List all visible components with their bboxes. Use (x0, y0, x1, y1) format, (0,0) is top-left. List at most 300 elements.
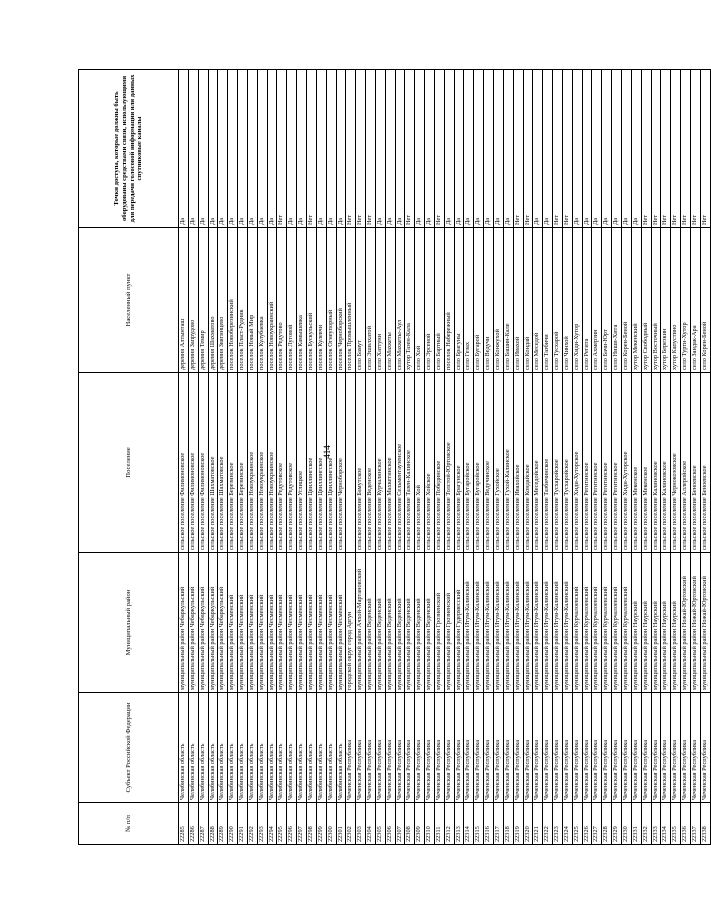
cell-flag: Нет (690, 70, 700, 228)
table-row (385, 70, 395, 845)
cell-number: 22305 (375, 803, 385, 845)
header-settlement: Поселение (79, 373, 179, 553)
cell-district: муниципальный район Веденский (395, 553, 405, 693)
cell-locality: хутор Свободный (641, 228, 651, 373)
cell-subject: Чеченская Республика (523, 693, 533, 803)
cell-settlement: сельское поселение Мекенское (641, 373, 651, 553)
header-district: Муниципальный район (79, 553, 179, 693)
table-row (543, 70, 553, 845)
cell-number: 22312 (444, 803, 454, 845)
cell-subject: Чеченская Республика (690, 693, 700, 803)
cell-subject: Чеченская Республика (385, 693, 395, 803)
cell-flag: Да (484, 70, 494, 228)
cell-flag: Нет (661, 70, 671, 228)
table-row (651, 70, 661, 845)
cell-flag: Да (267, 70, 277, 228)
cell-number: 22327 (592, 803, 602, 845)
header-locality: Населенный пункт (79, 228, 179, 373)
table-row (238, 70, 248, 845)
cell-flag: Да (415, 70, 425, 228)
cell-flag: Да (474, 70, 484, 228)
table-row (621, 70, 631, 845)
cell-settlement: сельское поселение Черноборское (336, 373, 346, 553)
cell-locality: поселок Промышленный (346, 228, 356, 373)
cell-settlement: сельское поселение Филимоновское (179, 373, 189, 553)
cell-settlement: сельское поселение Ведучинское (484, 373, 494, 553)
cell-locality: село Ахмерзин (592, 228, 602, 373)
cell-settlement: сельское поселение Толстой-Юртовское (444, 373, 454, 553)
cell-district: муниципальный район Чесменский (306, 553, 316, 693)
header-row (79, 70, 179, 845)
cell-settlement: сельское поселение Беноевское (700, 373, 710, 553)
cell-subject: Челябинская область (247, 693, 257, 803)
cell-subject: Чеченская Республика (405, 693, 415, 803)
cell-subject: Чеченская Республика (375, 693, 385, 803)
cell-subject: Чеченская Республика (681, 693, 691, 803)
cell-locality: поселок Кулевчи (316, 228, 326, 373)
table-row (454, 70, 464, 845)
cell-number: 22333 (651, 803, 661, 845)
cell-locality: деревня Звягинцево (218, 228, 228, 373)
cell-subject: Чеченская Республика (582, 693, 592, 803)
cell-subject: Чеченская Республика (474, 693, 484, 803)
cell-settlement: сельское поселение Березинское (238, 373, 248, 553)
cell-district: муниципальный район Курчалоевский (582, 553, 592, 693)
cell-district: муниципальный район Итум-Калинский (494, 553, 504, 693)
table-row (494, 70, 504, 845)
table-row (562, 70, 572, 845)
cell-number: 22295 (277, 803, 287, 845)
table-header (79, 70, 179, 845)
cell-number: 22331 (631, 803, 641, 845)
cell-district: муниципальный район Чесменский (267, 553, 277, 693)
cell-subject: Челябинская область (267, 693, 277, 803)
cell-settlement: сельское поселение Побединское (434, 373, 444, 553)
cell-number: 22324 (562, 803, 572, 845)
cell-number: 22293 (257, 803, 267, 845)
cell-flag: Да (218, 70, 228, 228)
cell-number: 22306 (385, 803, 395, 845)
cell-district: муниципальный район Веденский (415, 553, 425, 693)
table-row (375, 70, 385, 845)
table-row (306, 70, 316, 845)
cell-subject: Чеченская Республика (513, 693, 523, 803)
cell-number: 22290 (228, 803, 238, 845)
cell-number: 22321 (533, 803, 543, 845)
cell-subject: Чеченская Республика (602, 693, 612, 803)
cell-locality: поселок Новоукраинский (267, 228, 277, 373)
cell-district: муниципальный район Чебаркульский (179, 553, 189, 693)
cell-subject: Челябинская область (326, 693, 336, 803)
cell-number: 22289 (218, 803, 228, 845)
cell-subject: Челябинская область (208, 693, 218, 803)
table-row (405, 70, 415, 845)
cell-settlement: сельское поселение Беноевское (690, 373, 700, 553)
cell-district: муниципальный район Чесменский (326, 553, 336, 693)
cell-district: муниципальный район Итум-Калинский (533, 553, 543, 693)
cell-number: 22337 (690, 803, 700, 845)
cell-subject: Чеченская Республика (661, 693, 671, 803)
cell-flag: Нет (671, 70, 681, 228)
cell-settlement: сельское поселение Тусхаройское (562, 373, 572, 553)
cell-flag: Да (395, 70, 405, 228)
cell-flag: Да (287, 70, 297, 228)
table-row (228, 70, 238, 845)
cell-subject: Челябинская область (316, 693, 326, 803)
cell-flag: Да (543, 70, 553, 228)
cell-flag: Нет (523, 70, 533, 228)
cell-flag: Нет (346, 70, 356, 228)
cell-settlement: сельское поселение Филимоновское (188, 373, 198, 553)
cell-locality: село Брагуны (454, 228, 464, 373)
cell-flag: Да (612, 70, 622, 228)
cell-number: 22291 (238, 803, 248, 845)
cell-settlement: сельское поселение Хой (415, 373, 425, 553)
cell-settlement: сельское поселение Курчалинское (375, 373, 385, 553)
cell-settlement: сельское поселение Редутовское (277, 373, 287, 553)
cell-flag: Да (425, 70, 435, 228)
cell-subject: Челябинская область (336, 693, 346, 803)
cell-district: муниципальный район Курчалоевский (592, 553, 602, 693)
header-subject: Субъект Российской Федерации (79, 693, 179, 803)
cell-settlement: сельское поселение Чернокозовское (671, 373, 681, 553)
cell-flag: Нет (562, 70, 572, 228)
cell-district: муниципальный район Итум-Калинский (513, 553, 523, 693)
cell-locality: хутор Березкин (661, 228, 671, 373)
cell-flag: Да (247, 70, 257, 228)
cell-subject: Челябинская область (306, 693, 316, 803)
table-row (316, 70, 326, 845)
table-row (612, 70, 622, 845)
cell-flag: Да (621, 70, 631, 228)
cell-flag: Да (602, 70, 612, 228)
cell-district: муниципальный район Наурский (661, 553, 671, 693)
cell-number: 22308 (405, 803, 415, 845)
cell-locality: село Турти-Хутор (681, 228, 691, 373)
table-row (681, 70, 691, 845)
table-row (474, 70, 484, 845)
cell-settlement: сельское поселение Бугаройское (464, 373, 474, 553)
cell-settlement: сельское поселение Новоукраинское (247, 373, 257, 553)
cell-locality: село Бартный (434, 228, 444, 373)
cell-subject: Чеченская Республика (700, 693, 710, 803)
cell-subject: Чеченская Республика (572, 693, 582, 803)
table-row (218, 70, 228, 845)
cell-number: 22332 (641, 803, 651, 845)
table-row (513, 70, 523, 845)
cell-subject: Чеченская Республика (454, 693, 464, 803)
cell-district: муниципальный район Веденский (405, 553, 415, 693)
table-row (602, 70, 612, 845)
cell-district: муниципальный район Чебаркульский (198, 553, 208, 693)
cell-locality: село Меседой (533, 228, 543, 373)
cell-district: муниципальный район Наурский (641, 553, 651, 693)
cell-flag: Да (297, 70, 307, 228)
cell-settlement: сельское поселение Регитинское (582, 373, 592, 553)
cell-flag: Нет (405, 70, 415, 228)
table-row (671, 70, 681, 845)
cell-locality: село Ивахой (513, 228, 523, 373)
cell-subject: Челябинская область (228, 693, 238, 803)
cell-number: 22316 (484, 803, 494, 845)
cell-flag: Да (188, 70, 198, 228)
table-row (572, 70, 582, 845)
table-row (700, 70, 710, 845)
cell-locality: село Бамут (356, 228, 366, 373)
table-row (631, 70, 641, 845)
table-row (247, 70, 257, 845)
cell-district: муниципальный район Курчалоевский (572, 553, 582, 693)
table-row (444, 70, 454, 845)
cell-settlement: сельское поселение Тазбичинское (543, 373, 553, 553)
cell-flag: Нет (641, 70, 651, 228)
cell-settlement: сельское поселение Регитинское (602, 373, 612, 553)
cell-district: муниципальный район Ножай-Юртовский (690, 553, 700, 693)
cell-number: 22322 (543, 803, 553, 845)
cell-flag: Нет (356, 70, 366, 228)
cell-subject: Чеченская Республика (395, 693, 405, 803)
cell-district: муниципальный район Чебаркульский (208, 553, 218, 693)
cell-locality: село Башин-Кале (503, 228, 513, 373)
cell-district: муниципальный район Курчалоевский (621, 553, 631, 693)
cell-locality: село Гезах (464, 228, 474, 373)
table-row (425, 70, 435, 845)
cell-flag: Да (198, 70, 208, 228)
cell-settlement: сельское поселение Хойское (425, 373, 435, 553)
table-row (523, 70, 533, 845)
cell-subject: Чеченская Республика (592, 693, 602, 803)
cell-number: 22302 (346, 803, 356, 845)
cell-flag: Нет (681, 70, 691, 228)
cell-number: 22326 (582, 803, 592, 845)
cell-flag: Да (316, 70, 326, 228)
cell-number: 22334 (661, 803, 671, 845)
cell-locality: поселок Пласт-Рудник (238, 228, 248, 373)
cell-settlement: сельское поселение Брагунское (454, 373, 464, 553)
table-row (297, 70, 307, 845)
cell-settlement: сельское поселение Шахматовское (208, 373, 218, 553)
cell-flag: Нет (277, 70, 287, 228)
table-row (641, 70, 651, 845)
cell-locality: хутор Мекенский (631, 228, 641, 373)
cell-locality: деревня Алтынташ (179, 228, 189, 373)
cell-subject: Челябинская область (218, 693, 228, 803)
cell-settlement: сельское поселение Ивахойское (513, 373, 523, 553)
cell-settlement: сельское поселение Редутовское (287, 373, 297, 553)
cell-subject: Челябинская область (179, 693, 189, 803)
cell-subject: Челябинская область (238, 693, 248, 803)
cell-subject: Чеченская Республика (651, 693, 661, 803)
cell-district: муниципальный район Наурский (671, 553, 681, 693)
cell-settlement: сельское поселение Хиди-Хуторское (621, 373, 631, 553)
cell-locality: село Корен-Беной (700, 228, 710, 373)
table-row (346, 70, 356, 845)
table-body (179, 70, 711, 845)
cell-locality: село Хой (415, 228, 425, 373)
cell-flag: Да (336, 70, 346, 228)
cell-settlement: сельское поселение Шахматовское (218, 373, 228, 553)
cell-district: муниципальный район Чесменский (287, 553, 297, 693)
cell-locality: село Эрсеной (425, 228, 435, 373)
cell-number: 22285 (179, 803, 189, 845)
cell-flag: Да (208, 70, 218, 228)
cell-number: 22311 (434, 803, 444, 845)
cell-flag: Да (238, 70, 248, 228)
cell-subject: Челябинская область (287, 693, 297, 803)
table-row (484, 70, 494, 845)
cell-number: 22288 (208, 803, 218, 845)
cell-district: муниципальный район Наурский (631, 553, 641, 693)
cell-district: муниципальный район Чесменский (228, 553, 238, 693)
cell-number: 22310 (425, 803, 435, 845)
cell-district: муниципальный район Чесменский (277, 553, 287, 693)
cell-number: 22338 (700, 803, 710, 845)
cell-locality: село Махкеты (385, 228, 395, 373)
cell-settlement: сельское поселение Цвиллингское (316, 373, 326, 553)
cell-district: муниципальный район Чесменский (297, 553, 307, 693)
cell-subject: Челябинская область (277, 693, 287, 803)
cell-locality: поселок Камышевка (297, 228, 307, 373)
cell-settlement (346, 373, 356, 553)
cell-locality: село Ниши-Хита (612, 228, 622, 373)
cell-locality: село Хиди-Хутор (572, 228, 582, 373)
cell-flag: Да (503, 70, 513, 228)
cell-district: муниципальный район Веденский (375, 553, 385, 693)
cell-number: 22292 (247, 803, 257, 845)
cell-flag: Нет (306, 70, 316, 228)
cell-district: муниципальный район Чесменский (316, 553, 326, 693)
cell-district: муниципальный район Итум-Калинский (503, 553, 513, 693)
cell-subject: Челябинская область (188, 693, 198, 803)
cell-subject: Чеченская Республика (533, 693, 543, 803)
cell-locality: деревня Темир (198, 228, 208, 373)
cell-subject: Чеченская Республика (612, 693, 622, 803)
cell-settlement: сельское поселение Бугаройское (474, 373, 484, 553)
cell-district: муниципальный район Ачхой-Мартановский (356, 553, 366, 693)
cell-subject: Челябинская область (297, 693, 307, 803)
cell-locality: поселок Редутово (277, 228, 287, 373)
table-row (464, 70, 474, 845)
cell-settlement: сельское поселение Калиновское (651, 373, 661, 553)
cell-number: 22320 (523, 803, 533, 845)
cell-settlement: сельское поселение Филимоновское (198, 373, 208, 553)
cell-flag: Да (572, 70, 582, 228)
table-row (533, 70, 543, 845)
cell-district: муниципальный район Итум-Калинский (543, 553, 553, 693)
cell-subject: Чеченская Республика (621, 693, 631, 803)
cell-locality: поселок Бускульский (306, 228, 316, 373)
cell-locality: село Кондай (523, 228, 533, 373)
cell-settlement: сельское поселение Новоукраинское (257, 373, 267, 553)
cell-settlement: сельское поселение Цвиллингское (326, 373, 336, 553)
cell-settlement: сельское поселение Махкетинское (385, 373, 395, 553)
cell-number: 22329 (612, 803, 622, 845)
cell-subject: Чеченская Республика (543, 693, 553, 803)
cell-district: муниципальный район Курчалоевский (602, 553, 612, 693)
cell-number: 22307 (395, 803, 405, 845)
cell-flag: Да (228, 70, 238, 228)
header-number: № п/п (79, 803, 179, 845)
cell-locality: село Ведучи (484, 228, 494, 373)
cell-locality: село Махкеты-Аул (395, 228, 405, 373)
cell-locality: поселок Новый Мир (247, 228, 257, 373)
cell-settlement: сельское поселение Аллеройское (681, 373, 691, 553)
cell-settlement: сельское поселение Кондайское (523, 373, 533, 553)
cell-locality: поселок Кулубаевка (257, 228, 267, 373)
cell-subject: Чеченская Республика (464, 693, 474, 803)
rotated-table-container (78, 70, 708, 845)
cell-district: муниципальный район Ножай-Юртовский (681, 553, 691, 693)
cell-subject: Чеченская Республика (562, 693, 572, 803)
cell-locality: село Корен-Беной (621, 228, 631, 373)
cell-number: 22287 (198, 803, 208, 845)
cell-flag: Нет (553, 70, 563, 228)
table-row (267, 70, 277, 845)
table-row (434, 70, 444, 845)
cell-locality: поселок Луговой (287, 228, 297, 373)
cell-locality: село Чинхой (562, 228, 572, 373)
cell-locality: хутор Восточный (651, 228, 661, 373)
cell-locality: село Бугарой (474, 228, 484, 373)
cell-number: 22294 (267, 803, 277, 845)
cell-district: муниципальный район Чесменский (336, 553, 346, 693)
cell-settlement: сельское поселение Бамутское (356, 373, 366, 553)
cell-number: 22304 (366, 803, 376, 845)
cell-number: 22318 (503, 803, 513, 845)
cell-locality: деревня Шахматово (208, 228, 218, 373)
cell-flag: Да (385, 70, 395, 228)
settlements-table (78, 69, 711, 845)
cell-subject: Чеченская Республика (356, 693, 366, 803)
cell-subject: Чеченская Республика (434, 693, 444, 803)
cell-settlement: сельское поселение Гухойское (494, 373, 504, 553)
table-row (553, 70, 563, 845)
cell-settlement: сельское поселение Меседойское (533, 373, 543, 553)
cell-number: 22297 (297, 803, 307, 845)
table-row (208, 70, 218, 845)
cell-locality: поселок Набережный (444, 228, 454, 373)
cell-flag: Да (179, 70, 189, 228)
cell-flag: Нет (651, 70, 661, 228)
cell-number: 22323 (553, 803, 563, 845)
cell-settlement: сельское поселение Тусхаройское (553, 373, 563, 553)
cell-flag: Да (326, 70, 336, 228)
cell-number: 22314 (464, 803, 474, 845)
cell-settlement: сельское поселение Регитинское (592, 373, 602, 553)
cell-settlement: сельское поселение Калиновское (661, 373, 671, 553)
cell-district: муниципальный район Гудермесский (454, 553, 464, 693)
cell-district: муниципальный район Веденский (425, 553, 435, 693)
table-row (356, 70, 366, 845)
cell-subject: Чеченская Республика (444, 693, 454, 803)
cell-locality: село Конжухой (494, 228, 504, 373)
cell-flag: Да (582, 70, 592, 228)
cell-flag: Да (592, 70, 602, 228)
cell-number: 22301 (336, 803, 346, 845)
cell-flag: Да (375, 70, 385, 228)
cell-locality: село Зандак-Ара (690, 228, 700, 373)
cell-settlement: сельское поселение Регитинское (612, 373, 622, 553)
table-row (277, 70, 287, 845)
cell-district: муниципальный район Веденский (366, 553, 376, 693)
cell-settlement: сельское поселение Сельментаузенское (395, 373, 405, 553)
cell-subject: Чеченская Республика (641, 693, 651, 803)
cell-locality: поселок Черноборский (336, 228, 346, 373)
cell-number: 22299 (316, 803, 326, 845)
cell-number: 22303 (356, 803, 366, 845)
table-row (287, 70, 297, 845)
table-row (661, 70, 671, 845)
